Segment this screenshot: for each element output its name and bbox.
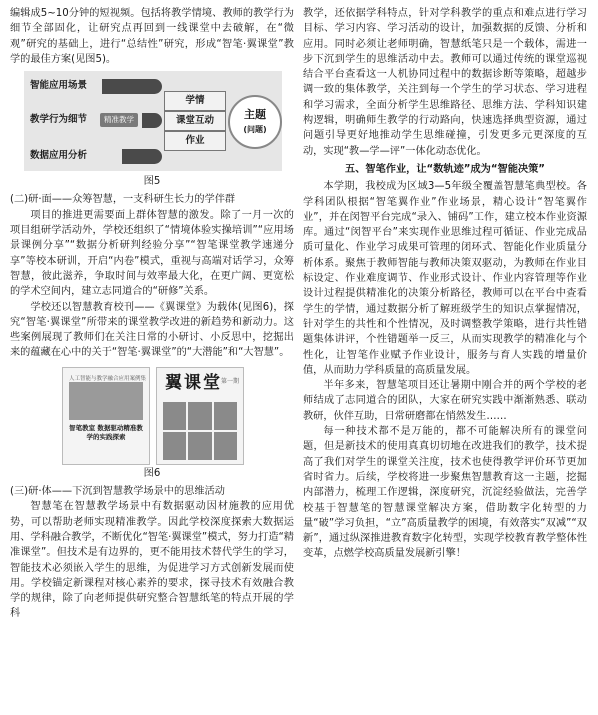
fig5-tag: 精准教学 <box>100 113 138 127</box>
right-paragraph-2: 本学期，我校成为区域3—5年级全覆盖智慧笔典型校。各学科团队根据“智笔翼作业”作业场景，精心设计“智笔翼作业”，并在闵智平台完成“录入、铺码”工作，建立校本作业资源库。通过“闵智平台”来实现作业思维过程可循证、作业完成品质可量化、作业学习成果可管理的闭环式、智能化作业质量分析体系。聚焦于教师智能与教师决策双驱动，为教师在作业目标设定、作业难度调节、作业形式设计、作业内容管理等作业设计过程提供精准化的决策分析路径，教师可以在平台中查看学生的学情，通过数据分析了解班级学生的知识点掌握情况，针对学生的共性和个性情况，及时调整教学策略，进行共性错题集体讲评，个性错题举一反三，从而实现教学的精准化与个性化，让智笔作业赋予作业设计，服务与育人实践的增量价值，从而助力学科质量的高质量发展。 <box>303 181 587 376</box>
figure-5-caption: 图5 <box>143 176 161 188</box>
fig5-label-scene: 智能应用场景 <box>30 80 88 92</box>
figure-6-image <box>62 367 242 463</box>
left-paragraph-4: 智慧笔在智慧教学场景中有数据驱动因材施教的应用优势，可以帮助老师实现精准教学。因此学校深度探索大数据运用、学科融合教学，不断优化“智笔·翼课堂”模式，努力打造“精准课堂”。但技术是有边界的，更不能用技术替代学生的学习，智能技术必须嵌入学生的思维，为促进学习方式创新发展而使用。学校锚定新课程对核心素养的要求，探寻技术有效融合教学的规律，除了向老师提供研究整合智慧纸笔的特点开展的学科 <box>10 501 294 620</box>
right-paragraph-1: 教学，还依据学科特点，针对学科教学的重点和难点进行学习目标、学习内容、学习活动的设计，加强数据的反馈、分析和应用。同时必须让老师明确，智慧纸笔只是一个载体，需进一步下沉到学生的思维活动中去。教师可以通过传统的课堂巡视结合平台查看这一人机协同过程中的数据诊断等策略，超越步调一致的集体教学，关注到每一个学生的学习状态、学习进程和学习需求，全面分析学生思维路径、思维方法、学科知识建构逻辑，明确师生教学的行动路向，快速选择典型资源，通过问题引导更好地推动学生思维碰撞，引发更多元更深度的互动，实现“教—学—评”一体化动态优化。 <box>303 8 587 157</box>
fig5-arrow-middle <box>142 113 162 128</box>
fig6-book2-issue: 第一期 <box>220 377 239 385</box>
fig5-theme-subtitle: (问题) <box>243 125 267 135</box>
fig5-label-data: 数据应用分析 <box>30 150 88 162</box>
fig5-theme-circle <box>228 95 282 149</box>
fig6-book2-title: 翼课堂 <box>165 372 222 393</box>
left-paragraph-1: 编辑成5~10分钟的短视频。包括将教学情境、教师的教学行为细节全部固化，让研究点再回到一线课堂中去破解，在“微观”研究的基础上，进行“总结性”研究，形成“智笔·翼课堂”教学的最佳方案(见图5)。 <box>10 8 294 65</box>
fig5-arrow-top <box>102 79 162 94</box>
fig5-node-xueqing: 学情 <box>164 91 226 111</box>
fig5-node-homework: 作业 <box>164 131 226 151</box>
fig6-book-cover-left <box>62 367 150 465</box>
fig6-book2-photo-grid <box>163 402 237 460</box>
right-column <box>303 6 587 562</box>
subsection-heading-3: (三)研·体——下沉到智慧教学场景中的思维活动 <box>10 486 225 498</box>
right-paragraph-3: 半年多来，智慧笔项目还让暑期中刚合并的两个学校的老师结成了志同道合的团队，大家在研究实践中渐渐熟悉、联动教研，伙伴互助，日常研磨都在悄然发生…… <box>303 380 587 422</box>
left-paragraph-2: 项目的推进更需要面上群体智慧的激发。除了一月一次的项目组研学活动外，学校还组织了“情境体验实操培训”“应用场景课例分享”“数据分析研判经验分享”“智笔课堂教学速递分享”等校本研训，开启“内卷”模式，重视与高端对话学习，众筹智慧，彼此滋养，争取时间与效率最大化，在更广阔、更宽松的学术空间内，建立志同道合的“研修”关系。 <box>10 209 294 298</box>
right-paragraph-4: 每一种技术都不是万能的，都不可能解决所有的课堂问题，但是新技术的使用真真切切地在改进我们的教学，技术提高了我们对学生的课堂关注度，技术也使得教学评价环节更加省时省力。后续，学校将进一步聚焦智慧教育这一主题，挖掘内部潜力，梳理工作逻辑，深度研究，沉淀经验做法，完善学校基于智慧笔的智慧课堂解决方案，借助数字化转型的力量“破”学习负担，“立”高质量教学的困境，有效落实“双减”“双新”，通过纵深推进教育数字化转型，实现学校教育教学整体性变革，点燃学校高质量发展新引擎！ <box>303 426 587 560</box>
fig5-theme-title: 主题 <box>244 108 266 122</box>
subsection-heading-2: (二)研·面——众筹智慧，一支科研生长力的学伴群 <box>10 194 236 206</box>
fig5-label-behavior: 教学行为细节 <box>30 114 88 126</box>
fig6-book-cover-right <box>156 367 244 465</box>
fig6-book1-header: 人工智能与教学融合应用案例集 <box>69 375 147 382</box>
section-title-5: 五、智笔作业，让“数轨迹”成为“智能决策” <box>345 163 545 175</box>
fig6-book1-title: 智笔教室 数据驱动精准教学的实践探索 <box>69 423 143 441</box>
fig5-arrow-bottom <box>122 149 162 164</box>
left-column <box>10 6 294 622</box>
figure-6-caption: 图6 <box>143 467 161 479</box>
fig5-node-interaction: 课堂互动 <box>164 111 226 131</box>
fig6-book1-photo <box>69 382 143 420</box>
left-paragraph-3: 学校还以智慧教育校刊——《翼课堂》为载体(见图6)，探究“智笔·翼课堂”所带来的课堂教学改进的新趋势和新动力。这些案例展现了教师们在关注日常的小研讨、小反思中，挖掘出来的蕴藏在心中的关于“智笔·翼课堂”的“大潜能”和“大智慧”。 <box>10 301 294 359</box>
figure-5-diagram <box>24 71 282 171</box>
